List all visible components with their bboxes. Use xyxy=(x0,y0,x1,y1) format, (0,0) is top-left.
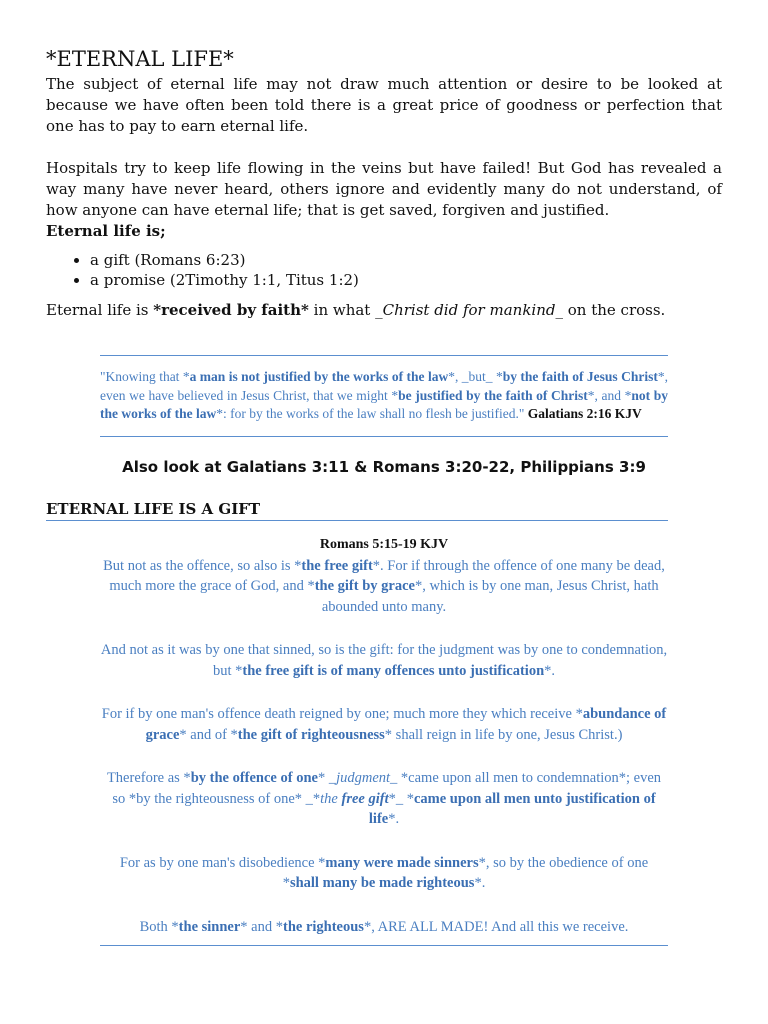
text-run: *_ * xyxy=(388,790,414,807)
bold-run: the gift by grace xyxy=(314,578,415,594)
bold-run: the righteous xyxy=(282,918,364,935)
bold-run: be justified by the faith of Christ xyxy=(398,387,588,403)
section-heading: ETERNAL LIFE IS A GIFT xyxy=(46,499,668,521)
bold-italic-run: free gift xyxy=(341,790,389,807)
text-run: *came upon all men to condemnation*; even so *by the righteousness of one* _* xyxy=(112,770,662,807)
bold-run: came upon all men unto justification of life xyxy=(368,790,656,827)
eternal-life-is-heading: Eternal life is; xyxy=(46,222,166,240)
text-run: *. xyxy=(544,662,556,679)
document-page xyxy=(46,44,722,321)
text-run: Therefore as * xyxy=(106,770,191,786)
text-run: *, ARE ALL MADE! And all this we receive. xyxy=(363,918,629,935)
text-run: *, _but_ * xyxy=(448,369,503,384)
text-run: *, and * xyxy=(587,387,632,403)
text-run: For as by one man's disobedience * xyxy=(119,854,326,871)
text-run: * xyxy=(317,770,329,786)
verse-18 xyxy=(100,768,668,830)
quote-reference: Galatians 2:16 KJV xyxy=(527,406,642,421)
bold-run: shall many be made righteous xyxy=(289,875,475,891)
italic-run: the xyxy=(320,790,342,807)
bold-run: a man is not justified by the works of the law xyxy=(189,369,449,384)
verse-16 xyxy=(100,640,668,681)
bold-run: by the offence of one xyxy=(190,770,318,786)
text-run: * shall reign in life by one, Jesus Christ.) xyxy=(384,726,623,743)
italic-run: _judgment_ xyxy=(328,770,398,786)
bold-run: abundance of grace xyxy=(145,706,667,743)
text-run: "Knowing that * xyxy=(100,369,190,384)
text-run: *: for by the works of the law shall no flesh be justified." xyxy=(216,406,528,421)
romans-passage xyxy=(100,534,668,946)
bold-run: the free gift xyxy=(301,557,373,574)
received-by-faith-line xyxy=(46,300,722,321)
list-item: • a gift (Romans 6:23) xyxy=(90,250,722,270)
intro-paragraph: The subject of eternal life may not draw much attention or desire to be looked at because we have often been told there is a great price of goodness or perfection that one has to pay to earn eternal life. xyxy=(46,75,722,135)
text-run: *, even we have believed in Jesus Christ, that we might * xyxy=(100,369,668,403)
bold-run: by the faith of Jesus Christ xyxy=(502,369,658,384)
text-run: And not as it was by one that sinned, so is the gift: for the judgment was by one to condemnation, but * xyxy=(100,642,668,679)
text-run: But not as the offence, so also is * xyxy=(103,557,302,574)
text-run: For if by one man's offence death reigned by one; much more they which receive * xyxy=(101,706,583,722)
text-run: *, which is by one man, Jesus Christ, hath abounded unto many. xyxy=(321,578,659,615)
bold-run: the free gift is of many offences unto justification xyxy=(242,662,545,679)
text-run: * and * xyxy=(240,918,283,935)
text-run: *, so by the obedience of one * xyxy=(282,854,649,891)
page-title: *ETERNAL LIFE* xyxy=(46,47,234,71)
text-run: *. xyxy=(474,875,486,891)
text-run: on the cross. xyxy=(562,301,666,319)
bold-run: not by the works of the law xyxy=(100,387,669,421)
text-run: *. For if through the offence of one many be dead, much more the grace of God, and * xyxy=(109,557,665,594)
closing-line xyxy=(100,917,668,938)
text-run: Eternal life is xyxy=(46,301,154,319)
bold-run: the sinner xyxy=(178,918,241,935)
text-run: in what xyxy=(308,301,376,319)
also-look-line: Also look at Galatians 3:11 & Romans 3:20-22, Philippians 3:9 xyxy=(122,458,646,476)
verse-17 xyxy=(100,704,668,745)
italic-run: _Christ did for mankind_ xyxy=(375,301,563,319)
bold-run: the gift of righteousness xyxy=(237,726,385,743)
bullet-list xyxy=(46,250,722,290)
text-run: Both * xyxy=(139,918,179,935)
verse-19 xyxy=(100,853,668,894)
passage-reference: Romans 5:15-19 KJV xyxy=(319,537,449,552)
bold-run: *received by faith* xyxy=(153,301,309,319)
galatians-quote xyxy=(100,355,668,437)
text-run: *. xyxy=(388,811,400,827)
bold-run: many were made sinners xyxy=(325,854,479,871)
text-run: * and of * xyxy=(179,726,238,743)
list-item: • a promise (2Timothy 1:1, Titus 1:2) xyxy=(90,270,722,290)
hospitals-paragraph: Hospitals try to keep life flowing in the veins but have failed! But God has revealed a way many have never heard, others ignore and evidently many do not understand, of how anyone can have eternal life; that is get saved, forgiven and justified. xyxy=(46,159,722,219)
